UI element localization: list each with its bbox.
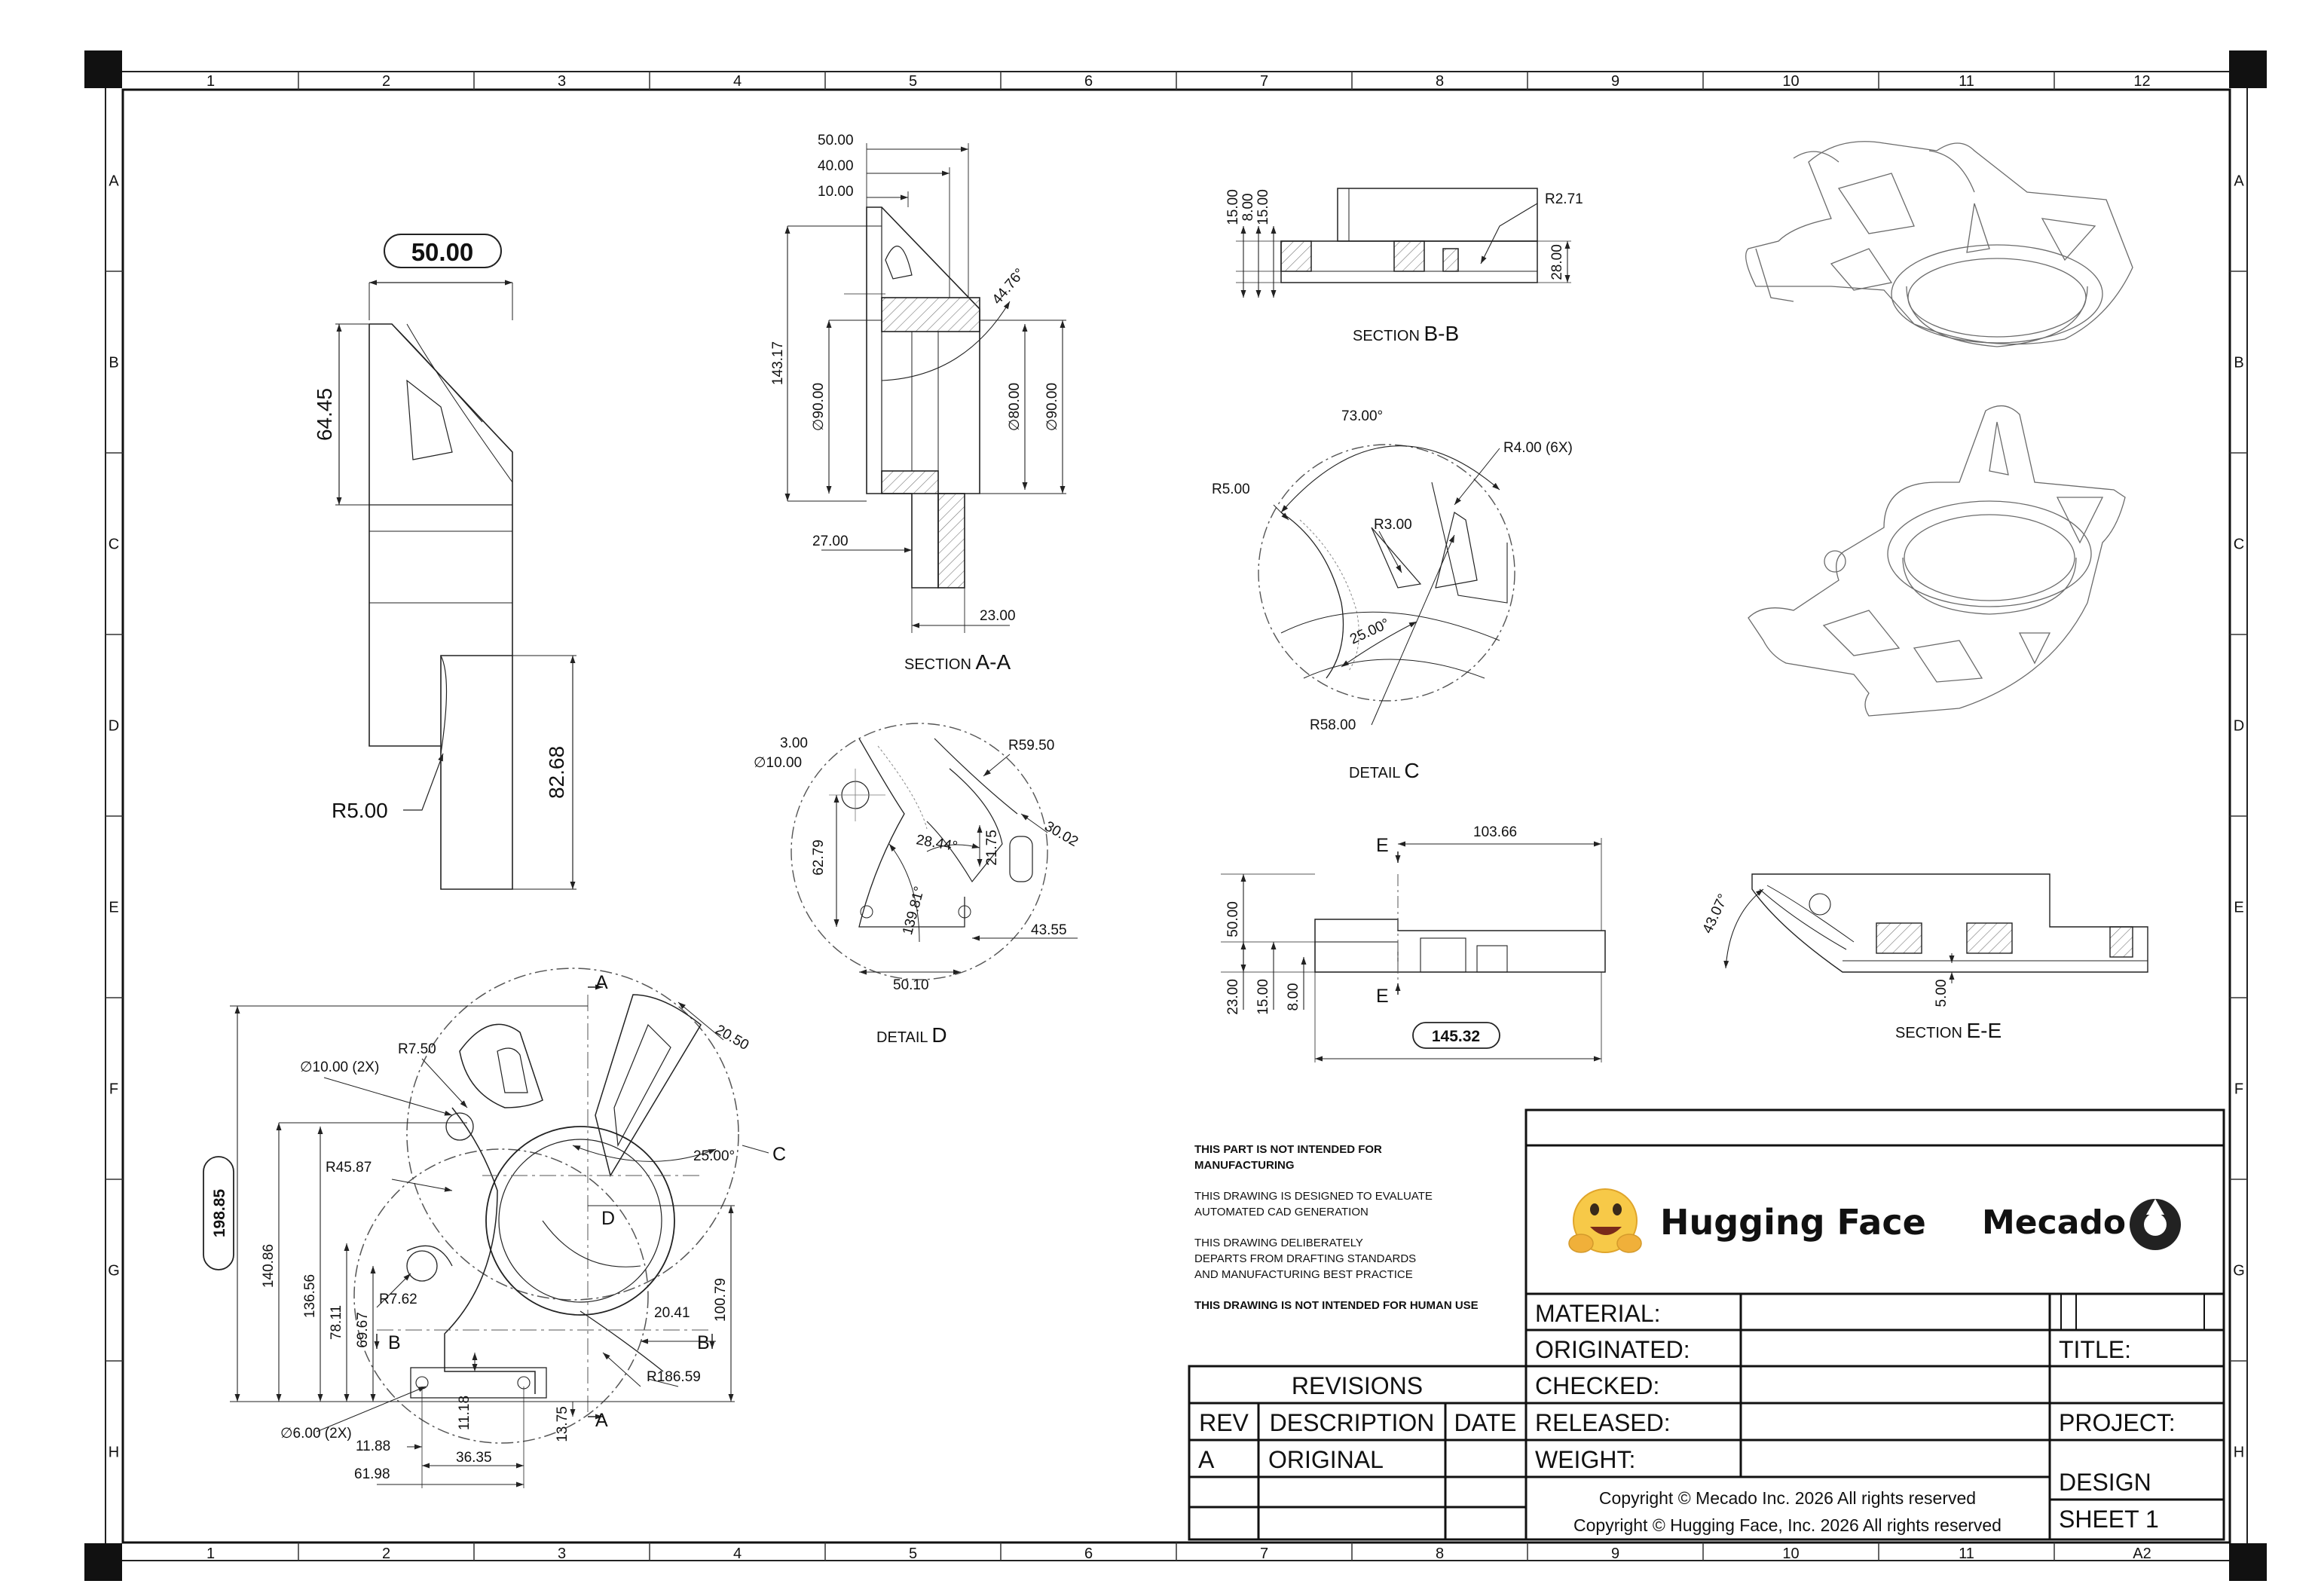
dim-aa-10: 10.00 bbox=[818, 184, 854, 200]
dim-aa-23: 23.00 bbox=[980, 608, 1016, 624]
dim-t-50: 50.00 bbox=[1225, 901, 1241, 937]
section-ee bbox=[1726, 874, 2148, 983]
dim-aa-50: 50.00 bbox=[818, 133, 854, 148]
isometric-view-top bbox=[1746, 142, 2133, 347]
dim-d-5010: 50.10 bbox=[893, 977, 929, 993]
grid-row-label-left: H bbox=[108, 1444, 120, 1461]
dim-f-2050: 20.50 bbox=[712, 1022, 752, 1054]
detail-d-label: DETAIL D bbox=[876, 1023, 947, 1047]
corner-mark-tl bbox=[84, 50, 122, 88]
field-released: RELEASED: bbox=[1535, 1409, 1671, 1436]
dim-t-23: 23.00 bbox=[1225, 979, 1241, 1015]
dim-c-r4: R4.00 (6X) bbox=[1503, 440, 1573, 456]
sheet-frame bbox=[84, 50, 2267, 1581]
grid-row-label-left: F bbox=[109, 1081, 119, 1098]
note-line: THIS PART IS NOT INTENDED FOR bbox=[1194, 1143, 1382, 1156]
section-marker-b-right: B bbox=[697, 1332, 710, 1353]
dim-d-r595: R59.50 bbox=[1008, 738, 1055, 754]
detail-marker-d: D bbox=[601, 1208, 616, 1229]
grid-row-label-right: D bbox=[2233, 717, 2245, 735]
grid-col-label-top: 6 bbox=[1084, 73, 1093, 90]
title-label: TITLE: bbox=[2059, 1336, 2132, 1363]
note-line: AND MANUFACTURING BEST PRACTICE bbox=[1194, 1268, 1413, 1281]
grid-row-label-left: G bbox=[108, 1262, 120, 1280]
dim-f-3635: 36.35 bbox=[456, 1450, 492, 1466]
dim-d-3: 3.00 bbox=[780, 735, 808, 751]
grid-row-label-right: G bbox=[2233, 1262, 2245, 1280]
grid-row-label-left: D bbox=[108, 717, 120, 735]
grid-col-label-bottom: 9 bbox=[1610, 1546, 1620, 1562]
grid-row-label-left: E bbox=[109, 899, 119, 916]
dim-t-8: 8.00 bbox=[1286, 983, 1301, 1011]
dim-f-r186: R186.59 bbox=[647, 1369, 701, 1385]
dim-c-r3: R3.00 bbox=[1374, 517, 1412, 533]
grid-row-label-right: B bbox=[2234, 354, 2244, 371]
project-label: PROJECT: bbox=[2059, 1409, 2176, 1436]
section-marker-a-bottom: A bbox=[595, 1410, 608, 1431]
hugging-face-logo bbox=[1569, 1189, 1926, 1252]
grid-row-label-right: H bbox=[2233, 1444, 2245, 1461]
design-label: DESIGN bbox=[2059, 1469, 2151, 1496]
detail-c-labels bbox=[1212, 408, 1573, 782]
note-line: THIS DRAWING DELIBERATELY bbox=[1194, 1237, 1363, 1249]
dim-f-1375: 13.75 bbox=[555, 1406, 570, 1442]
section-marker-b-left: B bbox=[388, 1332, 401, 1353]
title-block-text bbox=[1198, 1300, 2176, 1535]
field-originated: ORIGINATED: bbox=[1535, 1336, 1690, 1363]
grid-col-label-top: 5 bbox=[908, 73, 918, 90]
front-view-labels bbox=[211, 972, 786, 1482]
dim-f-1118: 11.18 bbox=[457, 1395, 472, 1431]
mecado-logo bbox=[1982, 1199, 2181, 1250]
dim-d-angle139: 139.81° bbox=[900, 885, 928, 937]
dim-width-50: 50.00 bbox=[411, 238, 474, 266]
dim-aa-143: 143.17 bbox=[770, 341, 786, 386]
grid-col-label-bottom: 3 bbox=[557, 1546, 567, 1562]
grid-col-label-bottom: 5 bbox=[908, 1546, 918, 1562]
rev-col-date: DATE bbox=[1454, 1409, 1517, 1436]
detail-d-labels bbox=[754, 735, 1081, 1047]
detail-marker-c: C bbox=[772, 1144, 787, 1165]
section-ee-labels bbox=[1699, 891, 2002, 1042]
front-view bbox=[203, 968, 769, 1488]
section-ee-label: SECTION E-E bbox=[1895, 1019, 2002, 1042]
corner-mark-br bbox=[2229, 1543, 2267, 1581]
dim-e-5: 5.00 bbox=[1934, 979, 1950, 1007]
isometric-view-bottom bbox=[1748, 406, 2125, 716]
hugging-face-wordmark: Hugging Face bbox=[1660, 1202, 1926, 1243]
field-checked: CHECKED: bbox=[1535, 1372, 1660, 1399]
section-marker-e-top: E bbox=[1376, 835, 1389, 856]
grid-col-label-top: 7 bbox=[1259, 73, 1269, 90]
dim-f-198: 198.85 bbox=[211, 1188, 228, 1238]
top-view-labels bbox=[1225, 824, 1517, 1045]
grid-col-label-top: 12 bbox=[2133, 73, 2151, 90]
grid-col-label-bottom: 6 bbox=[1084, 1546, 1093, 1562]
grid-col-label-top: 3 bbox=[557, 73, 567, 90]
dim-f-2041: 20.41 bbox=[654, 1305, 690, 1321]
rev-col-rev: REV bbox=[1199, 1409, 1249, 1436]
rev-col-description: DESCRIPTION bbox=[1269, 1409, 1435, 1436]
mecado-wordmark: Mecado bbox=[1982, 1203, 2127, 1242]
dim-aa-40: 40.00 bbox=[818, 158, 854, 174]
notes-block bbox=[1194, 1143, 1479, 1312]
dim-c-angle25: 25.00° bbox=[1347, 616, 1393, 648]
dim-aa-27: 27.00 bbox=[812, 534, 849, 549]
top-view bbox=[1221, 838, 1605, 1062]
dim-bb-r271: R2.71 bbox=[1545, 191, 1583, 207]
detail-c-label: DETAIL C bbox=[1349, 759, 1420, 782]
dim-f-1188: 11.88 bbox=[356, 1439, 391, 1454]
dim-aa-angle: 44.76° bbox=[989, 265, 1029, 308]
dim-f-6198: 61.98 bbox=[354, 1466, 390, 1482]
dim-aa-dia80: ∅80.00 bbox=[1007, 382, 1023, 432]
dim-c-r58: R58.00 bbox=[1310, 717, 1356, 733]
revisions-heading: REVISIONS bbox=[1291, 1372, 1424, 1399]
dim-d-30: 30.02 bbox=[1041, 818, 1081, 851]
dim-bb-15b: 15.00 bbox=[1255, 189, 1271, 225]
dim-f-140: 140.86 bbox=[261, 1243, 277, 1289]
grid-col-label-top: 1 bbox=[206, 73, 216, 90]
grid-row-label-left: B bbox=[109, 354, 119, 371]
dim-f-78: 78.11 bbox=[329, 1304, 344, 1341]
grid-row-label-right: C bbox=[2233, 536, 2245, 553]
field-material: MATERIAL: bbox=[1535, 1300, 1661, 1327]
dim-d-4355: 43.55 bbox=[1031, 922, 1067, 938]
rev-row-rev: A bbox=[1198, 1446, 1215, 1473]
dim-f-angle25: 25.00° bbox=[693, 1148, 735, 1164]
grid-col-label-top: 2 bbox=[381, 73, 391, 90]
grid-col-label-bottom: 2 bbox=[381, 1546, 391, 1562]
dim-height-82: 82.68 bbox=[545, 745, 568, 800]
field-weight: WEIGHT: bbox=[1535, 1446, 1636, 1473]
grid-row-label-left: C bbox=[108, 536, 120, 553]
dim-bb-15a: 15.00 bbox=[1225, 189, 1241, 225]
dim-c-angle73: 73.00° bbox=[1341, 408, 1384, 424]
hugging-face-emoji-icon bbox=[1569, 1189, 1641, 1252]
dim-f-69: 69.67 bbox=[355, 1312, 371, 1348]
grid-row-label-right: F bbox=[2234, 1081, 2244, 1098]
section-aa bbox=[787, 143, 1066, 633]
dim-f-136: 136.56 bbox=[302, 1273, 318, 1319]
dim-d-dia10: ∅10.00 bbox=[754, 755, 803, 771]
dim-f-r75: R7.50 bbox=[398, 1041, 436, 1057]
grid-col-label-top: 10 bbox=[1782, 73, 1800, 90]
dim-d-angle28: 28.44° bbox=[915, 832, 959, 855]
grid-labels bbox=[108, 73, 2245, 1562]
grid-col-label-bottom: A2 bbox=[2133, 1546, 2151, 1562]
dim-bb-8: 8.00 bbox=[1240, 193, 1256, 222]
grid-row-label-right: E bbox=[2234, 899, 2244, 916]
corner-mark-bl bbox=[84, 1543, 122, 1581]
grid-row-label-right: A bbox=[2234, 173, 2244, 190]
dim-e-angle43: 43.07° bbox=[1699, 891, 1732, 937]
dim-f-dia6: ∅6.00 (2X) bbox=[280, 1426, 352, 1442]
note-line: THIS DRAWING IS NOT INTENDED FOR HUMAN USE bbox=[1194, 1299, 1479, 1312]
dim-f-r762: R7.62 bbox=[379, 1292, 417, 1307]
dim-f-dia10: ∅10.00 (2X) bbox=[300, 1059, 380, 1075]
section-aa-labels bbox=[770, 133, 1060, 674]
dim-t-145: 145.32 bbox=[1431, 1028, 1481, 1045]
copyright-mecado: Copyright © Mecado Inc. 2026 All rights reserved bbox=[1598, 1488, 1977, 1508]
grid-col-label-top: 4 bbox=[732, 73, 742, 90]
grid-row-label-left: A bbox=[109, 173, 119, 190]
grid-col-label-bottom: 4 bbox=[732, 1546, 742, 1562]
corner-mark-tr bbox=[2229, 50, 2267, 88]
grid-col-label-bottom: 8 bbox=[1435, 1546, 1445, 1562]
sheet-label: SHEET 1 bbox=[2059, 1506, 2159, 1533]
dim-aa-dia90-left: ∅90.00 bbox=[811, 382, 827, 432]
detail-c bbox=[1258, 445, 1515, 725]
section-marker-a-top: A bbox=[595, 972, 608, 993]
dim-f-100: 100.79 bbox=[713, 1277, 729, 1322]
note-line: AUTOMATED CAD GENERATION bbox=[1194, 1206, 1369, 1218]
note-line: MANUFACTURING bbox=[1194, 1159, 1295, 1172]
dim-d-6279: 62.79 bbox=[811, 839, 827, 876]
copyright-hugging-face: Copyright © Hugging Face, Inc. 2026 All rights reserved bbox=[1573, 1515, 2002, 1535]
mecado-ring-icon bbox=[2130, 1199, 2181, 1250]
dim-t-15: 15.00 bbox=[1255, 979, 1271, 1015]
dim-bb-28: 28.00 bbox=[1549, 244, 1565, 280]
section-bb-label: SECTION B-B bbox=[1353, 322, 1460, 345]
grid-col-label-bottom: 11 bbox=[1959, 1546, 1974, 1562]
note-line: DEPARTS FROM DRAFTING STANDARDS bbox=[1194, 1252, 1417, 1265]
grid-col-label-bottom: 1 bbox=[206, 1546, 216, 1562]
dim-radius-5: R5.00 bbox=[332, 799, 388, 822]
detail-d bbox=[791, 723, 1078, 980]
dim-f-r4587: R45.87 bbox=[326, 1160, 372, 1176]
section-aa-label: SECTION A-A bbox=[904, 650, 1011, 674]
dim-height-64: 64.45 bbox=[313, 387, 336, 442]
dim-d-2175: 21.75 bbox=[984, 830, 1000, 866]
section-bb bbox=[1236, 188, 1571, 298]
left-view bbox=[335, 234, 576, 889]
grid-col-label-top: 9 bbox=[1610, 73, 1620, 90]
section-marker-e-bottom: E bbox=[1376, 986, 1389, 1007]
dim-c-r5: R5.00 bbox=[1212, 482, 1250, 497]
grid-col-label-top: 11 bbox=[1959, 73, 1974, 90]
grid-col-label-bottom: 10 bbox=[1782, 1546, 1800, 1562]
note-line: THIS DRAWING IS DESIGNED TO EVALUATE bbox=[1194, 1190, 1433, 1203]
grid-col-label-bottom: 7 bbox=[1259, 1546, 1269, 1562]
grid-col-label-top: 8 bbox=[1435, 73, 1445, 90]
dim-t-103: 103.66 bbox=[1473, 824, 1518, 840]
dim-aa-dia90-right: ∅90.00 bbox=[1044, 382, 1060, 432]
rev-row-description: ORIGINAL bbox=[1268, 1446, 1384, 1473]
